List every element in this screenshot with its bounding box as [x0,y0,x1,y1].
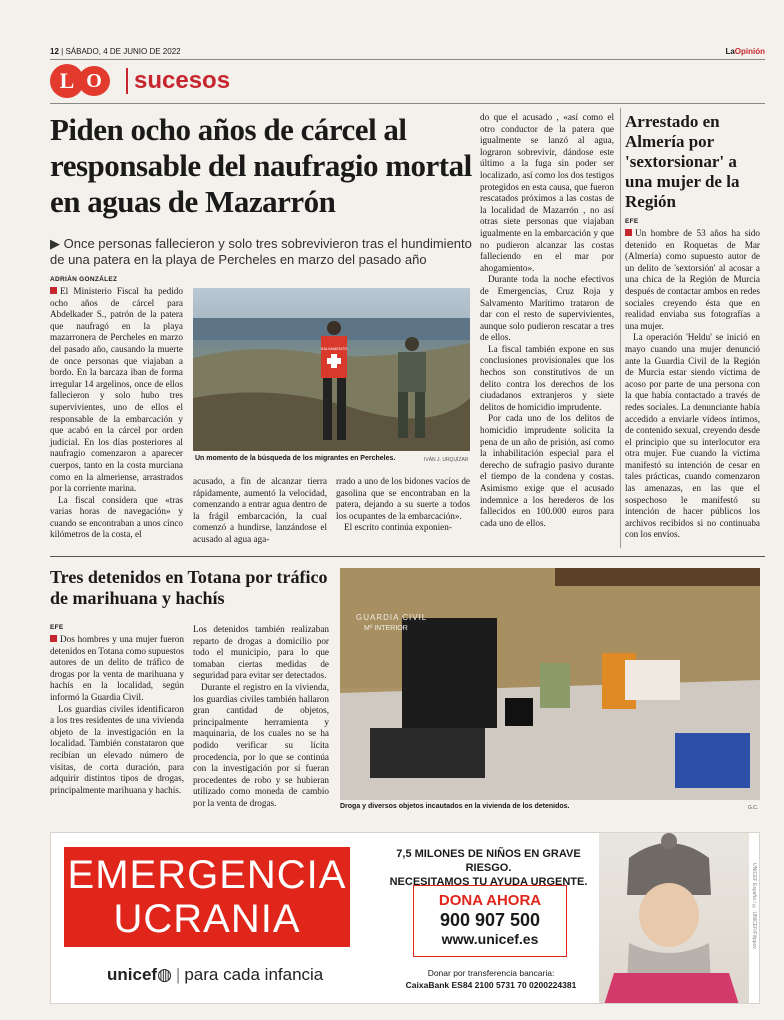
header-rule [50,59,765,60]
main-headline: Piden ocho años de cárcel al responsable del naufragio mortal en aguas de Mazarrón [50,112,472,219]
paragraph: rrado a uno de los bidones vacíos de gasolina que se encontraban en la patera, dejando a su suerte a todos los ocupantes de la embarcación». [336,476,470,521]
donate-box[interactable] [413,885,567,957]
second-headline: Tres detenidos en Totana por tráfico de marihuana y hachís [50,567,328,608]
seized-items-photo [340,568,760,800]
bullet-square-icon [625,229,632,236]
iban: ES84 2100 5731 70 0200224381 [451,980,577,990]
paragraph: Durante el registro en la vivienda, los guardias civiles también hallaron gran cantidad de objetos, principalmente herramienta y maquinaria, de los cuales no se ha podido verificar su lícita procedencia, por lo que se continúa con la investigación por si fueran procedentes de robo y se hubieran utilizado como moneda de cambio por la venta de drogas. [193,681,329,808]
unicef-ad[interactable] [50,832,760,1004]
child-photo [599,833,749,1004]
photo-caption: Droga y diversos objetos incautados en la vivienda de los detenidos. [340,803,570,810]
paragraph: acusado, a fin de alcanzar tierra rápidamente, aumentó la velocidad, comenzando a entrar agua dentro de la frágil embarcación, la cual comenzó a hundirse, lanzándose el acusado al agua aga- [193,476,327,544]
ad-headline-1: EMERGENCIA [67,853,347,897]
ad-message-1: 7,5 MILONES DE NIÑOS EN GRAVE RIESGO. [396,848,581,874]
photo-coast-scene [193,288,470,451]
photo-credit: IVÁN J. URQUÍZAR [424,457,469,463]
paragraph: El Ministerio Fiscal ha pedido ocho años de cárcel para Abdelkader S., patrón de la patera que naufragó en la playa mazarronera de Percheles en marzo del pasado año, causando la muerte de once personas que viajaban a bordo. En la barcaza iban de forma irregular 14 argelinos, once de ellos fallecieron y solo hubo tres supervivientes, uno de ellos el responsable de la embarcación y que acabó en la cárcel por orden judicial. En los días posteriores al naufragio comenzaron a aparecer cuerpos, tanto en la costa murciana como en la almeriense, arrastrados por la corriente marina. [50,286,183,494]
side-body [625,228,760,541]
bullet-square-icon [50,287,57,294]
paragraph: Dos hombres y una mujer fueron detenidos en Totana como supuestos autores de un delito de tráfico de drogas por la venta de marihuana y hachís en la localidad, según informó la Guardia Civil. [50,634,184,702]
bank-label: Donar por transferencia bancaria: [427,968,555,978]
article-divider [50,556,765,557]
main-col-1 [50,286,183,541]
page-header [50,47,765,59]
masthead: LaOpinión [725,47,765,56]
ad-message [376,847,601,889]
page-date-line: 12 | SÁBADO, 4 DE JUNIO DE 2022 [50,47,181,56]
paragraph: El escrito continúa exponien- [344,522,452,533]
bank-name: CaixaBank [405,980,450,990]
logo-circle-2: O [78,66,110,96]
donate-phone[interactable]: 900 907 500 [439,910,541,930]
logo-circle: L [50,64,84,98]
section-name: sucesos [126,68,230,94]
paragraph: Los detenidos también realizaban reparto de drogas a domicilio por todo el municipio, para lo que tomaban ciertas medidas de seguridad para evitar ser detectados. [193,624,329,681]
paragraph: Un hombre de 53 años ha sido detenido en Roquetas de Mar (Almería) como supuesto autor de un delito de 'sextorsión' al acosar a una chica de la Región de Murcia después de contactar ambos en redes sociales creyendo ésta que en realidad enviaba sus fotografías a una mujer. [625,228,760,331]
paragraph: Durante toda la noche efectivos de Emergencias, Cruz Roja y Salvamento Marítimo trataron de dar con el resto de supervivientes, aunque solo pudieron rescatar a tres de ellos. [480,274,614,343]
side-byline: EFE [625,218,639,225]
child-illustration [599,833,749,1004]
watermark-line-2: Mº INTERIOR [364,625,408,632]
main-col-2 [193,476,327,546]
photo-caption: Un momento de la búsqueda de los migrantes en Percheles. [195,455,396,462]
notebook [675,733,750,788]
brand-name: unicef [107,965,158,984]
globe-icon: ◍ [157,965,172,984]
brand-tagline: para cada infancia [184,965,324,984]
second-col-1 [50,634,184,796]
main-col-3 [336,476,470,534]
column-divider [620,108,621,548]
section-rule [50,103,765,104]
donate-website[interactable]: www.unicef.es [441,931,539,947]
search-photo [193,288,470,451]
ad-brand: unicef◍ | para cada infancia [107,965,324,984]
watermark-line-1: GUARDIA CIVIL [356,613,428,622]
paragraph: do que el acusado , «así como el otro conductor de la patera que igualmente se lanzó al agua, lograron sobrevivir, dándose este último a la fuga sin poder ser localizado, así como los dos testigos protegidos en esta causa, que fueron rescatados próximos a las costas de la localidad de Mazarrón , no así otras siete personas que viajaban igualmente en la embarcación y que no pudieron alcanzar las costas falleciendo en el mar por ahogamiento». [480,112,614,273]
photo-credit: G.C. [748,805,759,811]
guard-uniform [398,352,426,392]
paragraph: La fiscal considera que «tras varias horas de navegación» y cuando se encontraban a unos cinco kilómetros de la costa, el [50,494,183,540]
vest-label: SALVAMENTO [320,346,348,351]
donate-cta[interactable]: DONA AHORA [438,892,542,909]
main-byline: ADRIÁN GONZÁLEZ [50,276,118,283]
ad-headline-2: UCRANIA [113,897,301,941]
second-col-2 [193,624,329,810]
section-logo [50,64,120,98]
paragraph: Por cada uno de los delitos de homicidio imprudente solicita la pena de un año de prisión, así como la inhabilitación especial para el derecho de sufragio pasivo durante el tiempo de la condena y costas. Asimismo exige que el acusado indemnice a los herederos de los fallecidos en 100.000 euros para cada uno de ellos. [480,413,614,528]
bank-info [381,967,601,991]
bullet-square-icon [50,635,57,642]
main-deck: ▶ Once personas fallecieron y solo tres sobrevivieron tras el hundimiento de una patera en la playa de Percheles en marzo del pasado año [50,236,472,267]
main-col-4 [480,112,614,529]
paragraph: La operación 'Heldu' se inició en mayo cuando una mujer denunció ante la Guardia Civil de la Región de Murcia estar siendo víctima de acoso por parte de una persona con la que había contactado a través de redes sociales. La denunciante había accedido a enviarle vídeos íntimos, de contenido sexual, creyendo desde el principio que su interlocutor era otra mujer. Fue cuando la víctima manifestó su intención de cesar en tales prácticas, cuando comenzaron las amenazas, en las que el sospechoso le manifestó su intención de hacer públicos los archivos recibidos si no continuaba con los envíos. [625,332,760,540]
ad-headline-block [64,847,350,947]
photo-table-scene [340,568,760,800]
open-case [402,618,497,728]
ad-message-2: NECESITAMOS TU AYUDA URGENTE. [389,876,588,888]
side-headline: Arrestado en Almería por 'sextorsionar' a una mujer de la Región [625,112,740,211]
ad-photo-credit: UNICEF España / © UNICEF/Filippov [751,863,757,949]
second-byline: EFE [50,624,64,631]
paragraph: La fiscal también expone en sus conclusiones provisionales que los hechos son constitutivos de un delito contra los derechos de los ciudadanos extranjeros y siete delitos de homicidio imprudente. [480,343,614,412]
paragraph: Los guardias civiles identificaron a los tres residentes de una vivienda objeto de la investigación en la localidad. También constataron que recibían un elevado número de visitas, de corta duración, para adquirir distintos tipos de drogas, principalmente marihuana y hachís. [50,703,184,795]
tool-box [370,728,485,778]
